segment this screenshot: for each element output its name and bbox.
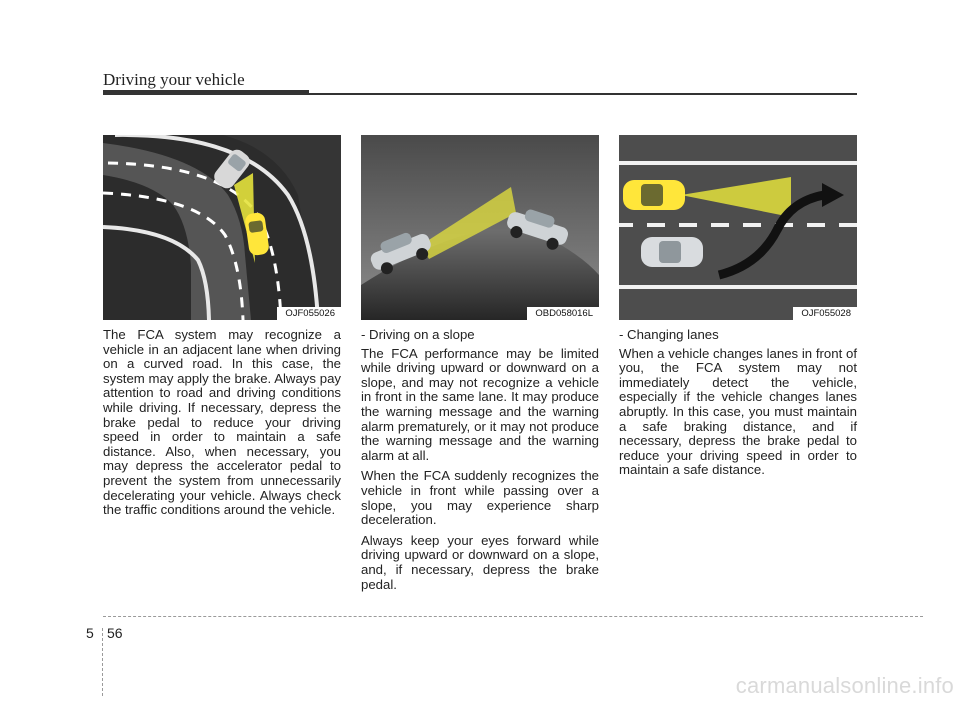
figure-curved-road <box>103 135 341 320</box>
slope-driving-illustration <box>361 135 599 320</box>
watermark: carmanualsonline.info <box>735 673 954 698</box>
paragraph: When the FCA suddenly recognizes the vehicle in front while passing over a slope, you may experience sharp deceleration. <box>361 468 599 528</box>
paragraph: The FCA system may recognize a vehicle in an adjacent lane when driving on a curved road. In this case, the system may apply the brake. Always pay attention to road and driving conditions while driving. If necessary, depress the brake pedal to reduce your driving speed in order to maintain a safe distance. Also, when necessary, you may depress the accelerator pedal to prevent the system from unnecessarily decelerating your vehicle. Always check the traffic conditions around the vehicle. <box>103 327 341 518</box>
lane-change-illustration <box>619 135 857 320</box>
subheading: - Driving on a slope <box>361 327 475 342</box>
text-column-curved-road <box>103 328 341 524</box>
text-column-lane-change <box>619 328 857 484</box>
title-underline-thick <box>103 90 309 95</box>
section-title: Driving your vehicle <box>103 70 245 89</box>
paragraph: Always keep your eyes forward while driving upward or downward on a slope, and, if necessary, depress the brake pedal. <box>361 532 599 592</box>
figure-code: OJF055026 <box>277 307 341 320</box>
footer-vertical-divider <box>102 628 103 696</box>
text-column-slope <box>361 328 599 598</box>
figure-slope <box>361 135 599 320</box>
curved-road-illustration <box>103 135 341 320</box>
paragraph: When a vehicle changes lanes in front of you, the FCA system may not immediately detect the vehicle, especially if the vehicle changes lanes abruptly. In this case, you must maintain a safe braking distance, and if necessary, depress the brake pedal to reduce your driving speed in order to maintain a safe distance. <box>619 345 857 478</box>
title-underline-thin <box>309 93 857 95</box>
paragraph: The FCA performance may be limited while driving upward or downward on a slope, and may not recognize a vehicle in front in the same lane. It may produce the warning message and the warning alarm prematurely, or it may not produce the warning message and the warning alarm at all. <box>361 345 599 463</box>
footer-divider <box>103 616 923 617</box>
figure-code: OJF055028 <box>793 307 857 320</box>
chapter-number: 5 <box>86 625 94 641</box>
page-number: 56 <box>107 625 123 641</box>
figure-lane-change <box>619 135 857 320</box>
figure-code: OBD058016L <box>527 307 599 320</box>
subheading: - Changing lanes <box>619 327 719 342</box>
